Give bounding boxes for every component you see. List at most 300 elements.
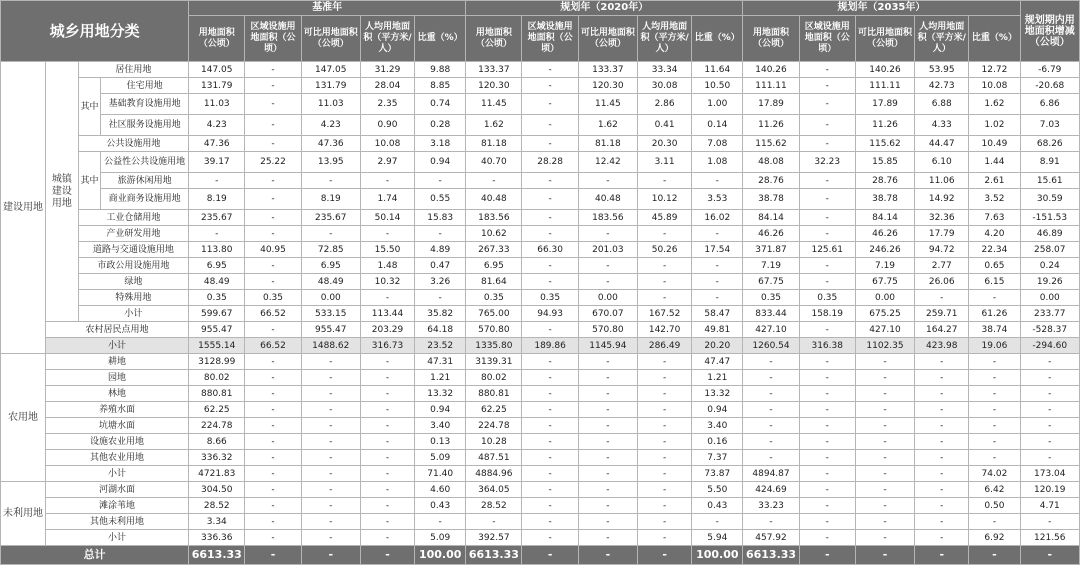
table-cell: 5.50 bbox=[692, 482, 743, 498]
table-cell: - bbox=[360, 450, 414, 466]
table-cell: 74.02 bbox=[969, 466, 1020, 482]
table-cell: - bbox=[522, 514, 578, 530]
table-cell: 0.14 bbox=[692, 115, 743, 136]
table-cell: - bbox=[301, 173, 360, 189]
table-cell: - bbox=[522, 210, 578, 226]
table-cell: 49.81 bbox=[692, 322, 743, 338]
table-cell: 22.34 bbox=[969, 242, 1020, 258]
table-cell: - bbox=[245, 450, 301, 466]
table-cell: 38.74 bbox=[969, 322, 1020, 338]
table-cell: - bbox=[855, 434, 914, 450]
table-cell: 8.85 bbox=[415, 78, 466, 94]
table-cell: - bbox=[578, 386, 637, 402]
table-cell: 10.50 bbox=[692, 78, 743, 94]
table-cell: 58.47 bbox=[692, 306, 743, 322]
table-cell: - bbox=[578, 514, 637, 530]
table-cell: - bbox=[743, 386, 799, 402]
table-cell: - bbox=[855, 530, 914, 546]
table-cell: 140.26 bbox=[855, 62, 914, 78]
table-cell: 10.08 bbox=[360, 136, 414, 152]
table-cell: - bbox=[915, 370, 969, 386]
table-cell: - bbox=[638, 418, 692, 434]
column-header: 比重（%） bbox=[415, 16, 466, 62]
table-cell: - bbox=[692, 514, 743, 530]
table-cell: 0.55 bbox=[415, 189, 466, 210]
table-cell: -528.37 bbox=[1020, 322, 1079, 338]
column-header: 区域设施用地面积（公顷） bbox=[799, 16, 855, 62]
table-cell: - bbox=[638, 258, 692, 274]
table-cell: 286.49 bbox=[638, 338, 692, 354]
table-cell: - bbox=[415, 514, 466, 530]
table-cell: 147.05 bbox=[189, 62, 245, 78]
table-cell: - bbox=[301, 434, 360, 450]
table-cell: 12.72 bbox=[969, 62, 1020, 78]
table-cell: 1102.35 bbox=[855, 338, 914, 354]
table-cell: - bbox=[578, 402, 637, 418]
row-label: 林地 bbox=[45, 386, 188, 402]
table-cell: 158.19 bbox=[799, 306, 855, 322]
table-cell: 94.72 bbox=[915, 242, 969, 258]
table-cell: 183.56 bbox=[466, 210, 522, 226]
table-cell: 32.23 bbox=[799, 152, 855, 173]
table-cell: - bbox=[245, 136, 301, 152]
table-cell: - bbox=[578, 370, 637, 386]
table-cell: 10.49 bbox=[969, 136, 1020, 152]
table-row bbox=[1, 338, 1080, 354]
row-label: 社区服务设施用地 bbox=[101, 115, 189, 136]
table-cell: - bbox=[415, 290, 466, 306]
table-cell: - bbox=[855, 370, 914, 386]
table-cell: 0.28 bbox=[415, 115, 466, 136]
table-cell: 3.52 bbox=[969, 189, 1020, 210]
table-cell: - bbox=[969, 354, 1020, 370]
table-row bbox=[1, 242, 1080, 258]
table-cell: - bbox=[969, 434, 1020, 450]
table-cell: 131.79 bbox=[301, 78, 360, 94]
table-cell: 115.62 bbox=[743, 136, 799, 152]
table-cell: 0.50 bbox=[969, 498, 1020, 514]
table-cell: 224.78 bbox=[189, 418, 245, 434]
table-cell: 0.35 bbox=[799, 290, 855, 306]
table-cell: - bbox=[969, 418, 1020, 434]
table-cell: 1555.14 bbox=[189, 338, 245, 354]
table-cell: 164.27 bbox=[915, 322, 969, 338]
table-cell: - bbox=[360, 173, 414, 189]
table-cell: - bbox=[799, 402, 855, 418]
table-cell: 47.36 bbox=[189, 136, 245, 152]
table-cell: - bbox=[301, 530, 360, 546]
table-cell: 4721.83 bbox=[189, 466, 245, 482]
table-cell: 6.95 bbox=[466, 258, 522, 274]
table-cell: 11.45 bbox=[578, 94, 637, 115]
table-cell: - bbox=[638, 290, 692, 306]
row-label: 滩涂苇地 bbox=[45, 498, 188, 514]
table-cell: 457.92 bbox=[743, 530, 799, 546]
category-label: 未利用地 bbox=[1, 482, 46, 546]
table-cell: - bbox=[245, 546, 301, 565]
table-cell: 84.14 bbox=[743, 210, 799, 226]
table-cell: - bbox=[638, 466, 692, 482]
table-cell: 173.04 bbox=[1020, 466, 1079, 482]
table-cell: 7.19 bbox=[855, 258, 914, 274]
row-label: 公共设施用地 bbox=[78, 136, 188, 152]
table-cell: 2.77 bbox=[915, 258, 969, 274]
table-cell: 73.87 bbox=[692, 466, 743, 482]
table-cell: 67.75 bbox=[743, 274, 799, 290]
table-row bbox=[1, 94, 1080, 115]
table-cell: - bbox=[969, 386, 1020, 402]
table-cell: - bbox=[743, 418, 799, 434]
table-cell: 6.95 bbox=[301, 258, 360, 274]
category-label: 农用地 bbox=[1, 354, 46, 482]
table-cell: - bbox=[360, 418, 414, 434]
table-cell: 17.54 bbox=[692, 242, 743, 258]
table-cell: 111.11 bbox=[743, 78, 799, 94]
period-header: 规划年（2020年） bbox=[466, 1, 743, 16]
table-cell: 955.47 bbox=[301, 322, 360, 338]
table-cell: - bbox=[522, 78, 578, 94]
table-cell: - bbox=[301, 386, 360, 402]
table-cell: 183.56 bbox=[578, 210, 637, 226]
table-cell: - bbox=[638, 402, 692, 418]
table-cell: - bbox=[245, 62, 301, 78]
table-cell: 39.17 bbox=[189, 152, 245, 173]
table-cell: 336.32 bbox=[189, 450, 245, 466]
table-cell: 13.32 bbox=[415, 386, 466, 402]
table-cell: 167.52 bbox=[638, 306, 692, 322]
table-cell: - bbox=[915, 546, 969, 565]
table-cell: 15.83 bbox=[415, 210, 466, 226]
table-cell: - bbox=[301, 482, 360, 498]
table-cell: - bbox=[638, 354, 692, 370]
table-cell: - bbox=[522, 418, 578, 434]
table-cell: 68.26 bbox=[1020, 136, 1079, 152]
table-cell: 28.28 bbox=[522, 152, 578, 173]
table-cell: - bbox=[522, 466, 578, 482]
table-cell: - bbox=[301, 354, 360, 370]
table-cell: - bbox=[799, 354, 855, 370]
table-cell: - bbox=[245, 418, 301, 434]
table-cell: 0.94 bbox=[692, 402, 743, 418]
table-cell: - bbox=[799, 94, 855, 115]
table-row bbox=[1, 322, 1080, 338]
table-cell: 113.80 bbox=[189, 242, 245, 258]
row-label: 公益性公共设施用地 bbox=[101, 152, 189, 173]
table-cell: 14.92 bbox=[915, 189, 969, 210]
table-cell: - bbox=[915, 498, 969, 514]
row-label: 市政公用设施用地 bbox=[78, 258, 188, 274]
table-cell: - bbox=[245, 354, 301, 370]
table-cell: 1.00 bbox=[692, 94, 743, 115]
table-cell: - bbox=[915, 418, 969, 434]
table-row bbox=[1, 450, 1080, 466]
table-cell: 1260.54 bbox=[743, 338, 799, 354]
table-cell: 6.86 bbox=[1020, 94, 1079, 115]
table-cell: -20.68 bbox=[1020, 78, 1079, 94]
table-cell: 1.02 bbox=[969, 115, 1020, 136]
table-cell: 47.36 bbox=[301, 136, 360, 152]
table-cell: 0.94 bbox=[415, 152, 466, 173]
table-cell: - bbox=[578, 258, 637, 274]
table-cell: - bbox=[1020, 402, 1079, 418]
table-cell: - bbox=[360, 546, 414, 565]
subgroup-label: 其中 bbox=[78, 78, 100, 136]
table-cell: 3.40 bbox=[415, 418, 466, 434]
table-cell: 4.23 bbox=[189, 115, 245, 136]
table-cell: - bbox=[522, 530, 578, 546]
column-header: 人均用地面积（平方米/人） bbox=[915, 16, 969, 62]
table-cell: 62.25 bbox=[466, 402, 522, 418]
table-cell: 570.80 bbox=[578, 322, 637, 338]
table-cell: - bbox=[799, 274, 855, 290]
table-cell: - bbox=[578, 226, 637, 242]
table-cell: 233.77 bbox=[1020, 306, 1079, 322]
table-cell: 316.38 bbox=[799, 338, 855, 354]
table-cell: -151.53 bbox=[1020, 210, 1079, 226]
table-row bbox=[1, 434, 1080, 450]
table-cell: 33.23 bbox=[743, 498, 799, 514]
table-cell: - bbox=[915, 386, 969, 402]
table-cell: 189.86 bbox=[522, 338, 578, 354]
table-cell: - bbox=[799, 210, 855, 226]
table-cell: 570.80 bbox=[466, 322, 522, 338]
table-cell: 6613.33 bbox=[189, 546, 245, 565]
table-cell: 7.03 bbox=[1020, 115, 1079, 136]
table-cell: - bbox=[245, 322, 301, 338]
table-cell: - bbox=[915, 514, 969, 530]
table-cell: - bbox=[638, 530, 692, 546]
table-cell: 131.79 bbox=[189, 78, 245, 94]
table-cell: 30.08 bbox=[638, 78, 692, 94]
table-cell: 66.52 bbox=[245, 306, 301, 322]
table-cell: 0.35 bbox=[466, 290, 522, 306]
table-cell: - bbox=[969, 514, 1020, 530]
table-cell: 1488.62 bbox=[301, 338, 360, 354]
table-cell: 6.95 bbox=[189, 258, 245, 274]
table-cell: 0.43 bbox=[692, 498, 743, 514]
table-cell: 80.02 bbox=[189, 370, 245, 386]
table-cell: 3128.99 bbox=[189, 354, 245, 370]
category-label: 建设用地 bbox=[1, 62, 46, 354]
table-cell: - bbox=[189, 226, 245, 242]
table-cell: 15.61 bbox=[1020, 173, 1079, 189]
table-cell: - bbox=[969, 450, 1020, 466]
table-row bbox=[1, 514, 1080, 530]
table-cell: 11.26 bbox=[855, 115, 914, 136]
table-cell: 80.02 bbox=[466, 370, 522, 386]
table-cell: - bbox=[969, 370, 1020, 386]
table-cell: 42.73 bbox=[915, 78, 969, 94]
table-row bbox=[1, 306, 1080, 322]
table-cell: - bbox=[578, 546, 637, 565]
table-cell: - bbox=[855, 402, 914, 418]
table-cell: 50.26 bbox=[638, 242, 692, 258]
row-label: 基础教育设施用地 bbox=[101, 94, 189, 115]
table-cell: - bbox=[301, 370, 360, 386]
table-row bbox=[1, 402, 1080, 418]
table-cell: 336.36 bbox=[189, 530, 245, 546]
table-cell: - bbox=[969, 546, 1020, 565]
table-cell: 2.97 bbox=[360, 152, 414, 173]
table-cell: - bbox=[1020, 434, 1079, 450]
table-cell: - bbox=[522, 450, 578, 466]
table-cell: - bbox=[522, 482, 578, 498]
table-cell: 81.18 bbox=[578, 136, 637, 152]
column-header: 可比用地面积（公顷） bbox=[855, 16, 914, 62]
table-cell: 38.78 bbox=[743, 189, 799, 210]
table-row bbox=[1, 530, 1080, 546]
column-header: 用地面积（公顷） bbox=[466, 16, 522, 62]
table-cell: - bbox=[245, 78, 301, 94]
table-cell: - bbox=[1020, 354, 1079, 370]
table-cell: - bbox=[360, 482, 414, 498]
table-cell: 1.48 bbox=[360, 258, 414, 274]
row-label: 小计 bbox=[78, 306, 188, 322]
table-row bbox=[1, 466, 1080, 482]
table-cell: 0.35 bbox=[522, 290, 578, 306]
table-row bbox=[1, 62, 1080, 78]
table-cell: - bbox=[743, 514, 799, 530]
table-cell: - bbox=[855, 354, 914, 370]
table-cell: 133.37 bbox=[578, 62, 637, 78]
table-cell: 0.43 bbox=[415, 498, 466, 514]
table-cell: 316.73 bbox=[360, 338, 414, 354]
table-cell: - bbox=[638, 226, 692, 242]
column-header: 人均用地面积（平方米/人） bbox=[360, 16, 414, 62]
table-cell: 125.61 bbox=[799, 242, 855, 258]
table-cell: -6.79 bbox=[1020, 62, 1079, 78]
table-cell: - bbox=[799, 434, 855, 450]
table-cell: - bbox=[915, 402, 969, 418]
table-cell: 67.75 bbox=[855, 274, 914, 290]
row-label: 旅游休闲用地 bbox=[101, 173, 189, 189]
table-row bbox=[1, 152, 1080, 173]
table-cell: - bbox=[799, 189, 855, 210]
table-row bbox=[1, 482, 1080, 498]
table-cell: - bbox=[522, 115, 578, 136]
table-cell: - bbox=[245, 466, 301, 482]
table-cell: - bbox=[969, 290, 1020, 306]
table-cell: - bbox=[743, 402, 799, 418]
table-cell: 1.62 bbox=[578, 115, 637, 136]
table-cell: 533.15 bbox=[301, 306, 360, 322]
table-cell: 4894.87 bbox=[743, 466, 799, 482]
header-row-periods bbox=[1, 1, 1080, 16]
table-cell: 50.14 bbox=[360, 210, 414, 226]
table-cell: 23.52 bbox=[415, 338, 466, 354]
period-header: 规划年（2035年） bbox=[743, 1, 1020, 16]
table-cell: 392.57 bbox=[466, 530, 522, 546]
table-cell: 64.18 bbox=[415, 322, 466, 338]
table-cell: - bbox=[466, 514, 522, 530]
table-cell: 6.88 bbox=[915, 94, 969, 115]
table-cell: 0.35 bbox=[189, 290, 245, 306]
table-cell: 133.37 bbox=[466, 62, 522, 78]
table-cell: 94.93 bbox=[522, 306, 578, 322]
table-cell: 40.48 bbox=[466, 189, 522, 210]
table-cell: 113.44 bbox=[360, 306, 414, 322]
table-cell: - bbox=[245, 274, 301, 290]
table-cell: - bbox=[855, 450, 914, 466]
table-cell: 142.70 bbox=[638, 322, 692, 338]
table-cell: - bbox=[1020, 546, 1079, 565]
table-cell: 1.08 bbox=[692, 152, 743, 173]
table-cell: 0.94 bbox=[415, 402, 466, 418]
table-cell: - bbox=[799, 370, 855, 386]
table-cell: 8.19 bbox=[189, 189, 245, 210]
table-cell: 66.52 bbox=[245, 338, 301, 354]
table-cell: 6.15 bbox=[969, 274, 1020, 290]
table-cell: 4.89 bbox=[415, 242, 466, 258]
table-cell: 28.76 bbox=[743, 173, 799, 189]
table-cell: 45.89 bbox=[638, 210, 692, 226]
table-cell: 40.70 bbox=[466, 152, 522, 173]
table-cell: 13.95 bbox=[301, 152, 360, 173]
table-cell: 71.40 bbox=[415, 466, 466, 482]
row-label: 养殖水面 bbox=[45, 402, 188, 418]
table-cell: - bbox=[360, 498, 414, 514]
table-cell: 371.87 bbox=[743, 242, 799, 258]
table-cell: 0.35 bbox=[743, 290, 799, 306]
row-label: 小计 bbox=[45, 530, 188, 546]
table-cell: 6613.33 bbox=[466, 546, 522, 565]
table-cell: - bbox=[522, 136, 578, 152]
row-label: 总计 bbox=[1, 546, 189, 565]
table-cell: 3.53 bbox=[692, 189, 743, 210]
table-cell: 0.90 bbox=[360, 115, 414, 136]
table-cell: - bbox=[522, 370, 578, 386]
table-cell: - bbox=[301, 546, 360, 565]
column-header: 比重（%） bbox=[692, 16, 743, 62]
table-cell: - bbox=[799, 498, 855, 514]
table-cell: 0.00 bbox=[855, 290, 914, 306]
table-cell: - bbox=[522, 258, 578, 274]
table-cell: - bbox=[692, 226, 743, 242]
table-cell: - bbox=[855, 498, 914, 514]
table-cell: 0.24 bbox=[1020, 258, 1079, 274]
table-cell: 0.00 bbox=[578, 290, 637, 306]
table-cell: - bbox=[522, 322, 578, 338]
table-cell: - bbox=[245, 226, 301, 242]
table-cell: 20.30 bbox=[638, 136, 692, 152]
table-cell: 259.71 bbox=[915, 306, 969, 322]
table-cell: - bbox=[855, 514, 914, 530]
table-row bbox=[1, 189, 1080, 210]
table-cell: 4884.96 bbox=[466, 466, 522, 482]
table-cell: 62.25 bbox=[189, 402, 245, 418]
table-cell: - bbox=[799, 386, 855, 402]
table-cell: - bbox=[360, 530, 414, 546]
table-cell: 224.78 bbox=[466, 418, 522, 434]
table-cell: 675.25 bbox=[855, 306, 914, 322]
table-cell: - bbox=[855, 386, 914, 402]
table-cell: 0.65 bbox=[969, 258, 1020, 274]
table-cell: 84.14 bbox=[855, 210, 914, 226]
table-cell: - bbox=[578, 530, 637, 546]
table-cell: - bbox=[915, 290, 969, 306]
table-cell: 0.35 bbox=[245, 290, 301, 306]
table-cell: - bbox=[245, 370, 301, 386]
table-cell: 81.64 bbox=[466, 274, 522, 290]
table-cell: - bbox=[301, 418, 360, 434]
table-cell: 28.76 bbox=[855, 173, 914, 189]
table-cell: - bbox=[301, 466, 360, 482]
column-header: 比重（%） bbox=[969, 16, 1020, 62]
table-cell: 2.35 bbox=[360, 94, 414, 115]
table-cell: 599.67 bbox=[189, 306, 245, 322]
table-cell: 880.81 bbox=[466, 386, 522, 402]
table-cell: - bbox=[245, 402, 301, 418]
